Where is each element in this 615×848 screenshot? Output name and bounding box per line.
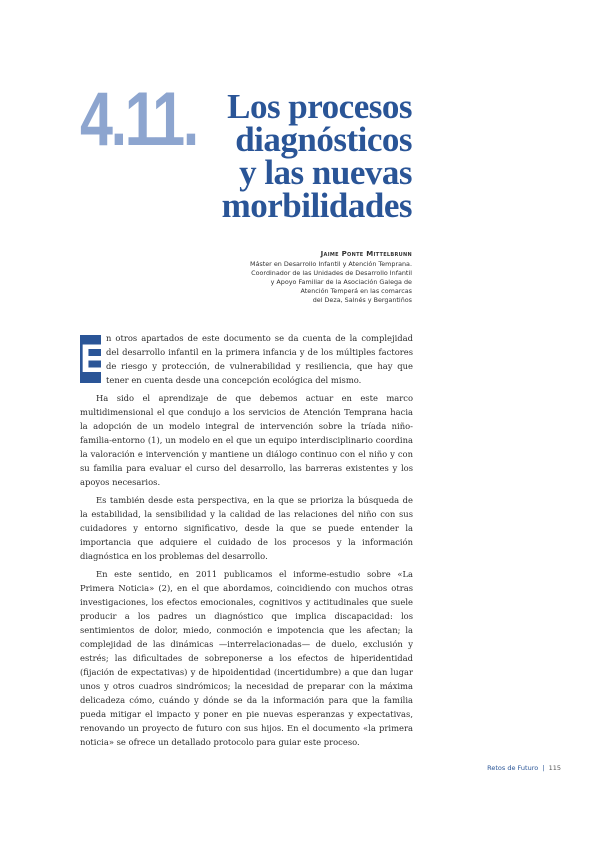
author-affiliation-line: del Deza, Salnés y Bergantiños bbox=[312, 296, 412, 304]
title-line: Los procesos bbox=[227, 87, 412, 126]
title-line: morbilidades bbox=[221, 186, 412, 225]
paragraph bbox=[80, 331, 413, 387]
chapter-number: 4.11. bbox=[80, 77, 197, 162]
author-block bbox=[250, 250, 412, 305]
footer-label: Retos de Futuro bbox=[487, 764, 539, 772]
author-affiliation-line: Coordinador de las Unidades de Desarrollo Infantil bbox=[251, 269, 412, 277]
author-affiliation-line: y Apoyo Familiar de la Asociación Galega de bbox=[270, 278, 412, 286]
chapter-title bbox=[221, 87, 412, 225]
title-line: diagnósticos bbox=[235, 120, 412, 159]
paragraph-text: n otros apartados de este documento se da cuenta de la complejidad del desarrollo infantil en la primera infancia y de los múltiples factores de riesgo y protección, de vulnerabilidad y resiliencia, que hay que tener en cuenta desde una concepción ecológica del mismo. bbox=[106, 333, 413, 385]
paragraph: Es también desde esta perspectiva, en la que se prioriza la búsqueda de la estabilidad, la sensibilidad y la calidad de las relaciones del niño con sus cuidadores y entorno significativo, desde la que se puede entender la importancia que adquiere el cuidado de los procesos y la información diagnóstica en los problemas del desarrollo. bbox=[80, 495, 413, 561]
drop-cap: E bbox=[80, 337, 107, 381]
paragraph: En este sentido, en 2011 publicamos el informe-estudio sobre «La Primera Noticia» (2), en el que abordamos, coincidiendo con muchos otras investigaciones, los efectos emocionales, cognitivos y actitudinales que suele producir a los padres un diagnóstico que implica discapacidad: los sentimientos de dolor, miedo, conmoción e impotencia que les afectan; la complejidad de las dinámicas —interrelacionadas— de duelo, exclusión y estrés; las dificultades de sobreponerse a los efectos de hiperidentidad (fijación de expectativas) y de hipoidentidad (incertidumbre) a que dan lugar unos y otros cuadros sindrómicos; la necesidad de preparar con la máxima delicadeza cómo, cuándo y dónde se da la información para que la familia pueda mitigar el impacto y poner en pie nuevas esperanzas y expectativas, renovando un proyecto de futuro con sus hijos. En el documento «la primera noticia» se ofrece un detallado protocolo para guiar este proceso. bbox=[80, 569, 413, 747]
author-affiliation-line: Atención Temperá en las comarcas bbox=[300, 287, 412, 295]
footer-separator: | bbox=[542, 764, 545, 772]
author-affiliation-line: Máster en Desarrollo Infantil y Atención Temprana. bbox=[249, 260, 412, 268]
page-number: 115 bbox=[548, 764, 561, 772]
page-footer bbox=[487, 764, 561, 772]
paragraph: Ha sido el aprendizaje de que debemos actuar en este marco multidimensional el que condujo a los servicios de Atención Temprana hacia la adopción de un modelo integral de intervención sobre la tríada niño-familia-entorno (1), un modelo en el que un equipo interdisciplinario coordina la valoración e intervención y mantiene un diálogo continuo con el niño y con su familia para evaluar el curso del desarrollo, las barreras existentes y los apoyos necesarios. bbox=[80, 393, 413, 487]
article-body bbox=[80, 331, 413, 753]
author-name: Jaime Ponte Mittelbrunn bbox=[320, 250, 412, 258]
title-line: y las nuevas bbox=[239, 153, 412, 192]
